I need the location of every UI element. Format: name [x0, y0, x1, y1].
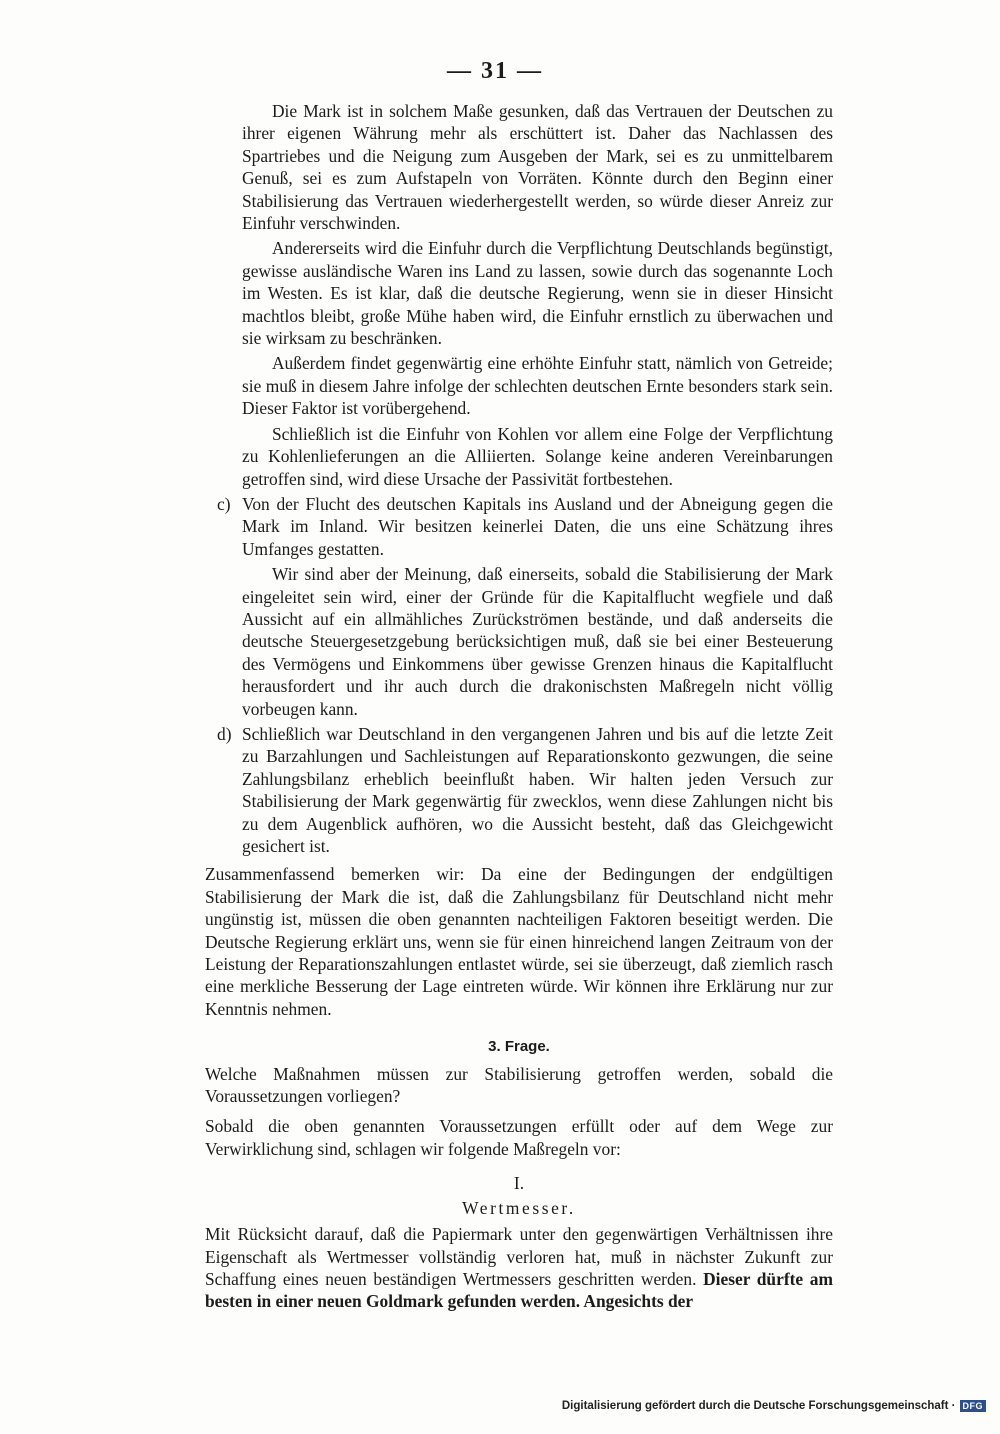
paragraph: Andererseits wird die Einfuhr durch die Verpflichtung Deutschlands begünstigt, gewisse ausländische Waren ins Land zu lassen, sowie durch das sogenannte Loch im Westen. Es ist klar, daß die deutsche Regierung, wenn sie in dieser Hinsicht machtlos bleibt, große Mühe haben wird, die Einfuhr ernstlich zu überwachen und sie wirksam zu beschränken.	[242, 238, 833, 349]
section-text-bold: Dieser dürfte am besten in einer neuen Goldmark gefunden werden. Angesichts der	[205, 1268, 833, 1312]
summary-paragraph: Zusammenfassend bemerken wir: Da eine der Bedingungen der endgültigen Stabilisierung der Mark die ist, daß die Zahlungsbilanz für Deutschland nicht mehr ungünstig ist, müssen die oben genannten nachteiligen Faktoren beseitigt werden. Die Deutsche Regierung erklärt uns, wenn sie für einen hinreichend langen Zeitraum von der Leistung der Reparationszahlungen entlastet würde, sei sie überzeugt, daß ziemlich rasch eine merkliche Besserung der Lage eintreten würde. Wir können ihre Erklärung nur zur Kenntnis nehmen.	[205, 864, 833, 1019]
list-item-c	[217, 493, 833, 720]
footer-text: Digitalisierung gefördert durch die Deutsche Forschungsgemeinschaft ·	[561, 1400, 956, 1412]
section-numeral: I.	[513, 1173, 525, 1194]
paragraph: Schließlich ist die Einfuhr von Kohlen vor allem eine Folge der Verpflichtung zu Kohlenlieferungen an die Alliierten. Solange keine anderen Vereinbarungen getroffen sind, wird diese Ursache der Passivität fortbestehen.	[242, 423, 833, 489]
list-item-d	[217, 723, 833, 857]
dfg-logo-icon: DFG	[960, 1400, 987, 1412]
page-number: — 31 —	[447, 58, 543, 84]
list-marker: c)	[217, 493, 231, 514]
paragraph: Von der Flucht des deutschen Kapitals ins Ausland und der Abneigung gegen die Mark im Inland. Wir besitzen keinerlei Daten, die uns eine Schätzung ihres Umfanges gestatten.	[242, 493, 833, 559]
paragraph: Wir sind aber der Meinung, daß einerseits, sobald die Stabilisierung der Mark eingeleitet sein wird, einer der Gründe für die Kapitalflucht wegfiele und daß Aussicht auf ein allmähliches Zurückströmen bestände, und daß anderseits die deutsche Steuergesetzgebung berücksichtigen muß, daß sie bei einer Besteuerung des Vermögens und Einkommens über gewisse Grenzen hinaus die Kapitalflucht herausfordert und ihr auch durch die drakonischsten Maßregeln nicht völlig vorbeugen kann.	[242, 564, 833, 719]
section-title: Wertmesser.	[462, 1197, 576, 1218]
paragraph: Schließlich war Deutschland in den vergangenen Jahren und bis auf die letzte Zeit zu Barzahlungen und Sachleistungen auf Reparationskonto gezwungen, die seine Zahlungsbilanz erheblich beeinflußt haben. Wir halten jeden Versuch zur Stabilisierung der Mark gegenwärtig für zwecklos, wenn diese Zahlungen nicht bis zu dem Augenblick aufhören, wo die Aussicht besteht, daß das Gleichgewicht gesichert ist.	[242, 723, 833, 856]
question-heading: 3. Frage.	[488, 1038, 550, 1056]
digitization-footer	[562, 1400, 986, 1412]
list-marker: d)	[217, 723, 232, 744]
continued-section	[242, 100, 833, 490]
page-body	[205, 100, 833, 1316]
paragraph: Die Mark ist in solchem Maße gesunken, daß das Vertrauen der Deutschen zu ihrer eigenen Währung mehr als erschüttert ist. Daher das Nachlassen des Spartriebes und die Neigung zum Ausgeben der Mark, sei es zu unmittelbarem Genuß, sei es zum Aufstapeln von Vorräten. Könnte durch den Beginn einer Stabilisierung das Vertrauen wiederhergestellt werden, so würde dieser Anreiz zur Einfuhr verschwinden.	[242, 101, 833, 234]
section-text: Mit Rücksicht darauf, daß die Papiermark unter den gegenwärtigen Verhältnissen ihre Eigenschaft als Wertmesser vollständig verloren hat, muß in nächster Zukunft zur Schaffung eines neuen beständigen Wertmessers geschritten werden.	[205, 1224, 833, 1289]
answer-intro: Sobald die oben genannten Voraussetzungen erfüllt oder auf dem Wege zur Verwirklichung sind, schlagen wir folgende Maßregeln vor:	[205, 1116, 833, 1159]
question-text: Welche Maßnahmen müssen zur Stabilisierung getroffen werden, sobald die Voraussetzungen vorliegen?	[205, 1063, 833, 1107]
paragraph: Außerdem findet gegenwärtig eine erhöhte Einfuhr statt, nämlich von Getreide; sie muß in diesem Jahre infolge der schlechten deutschen Ernte besonders stark sein. Dieser Faktor ist vorübergehend.	[242, 353, 833, 419]
section-paragraph	[205, 1223, 833, 1313]
